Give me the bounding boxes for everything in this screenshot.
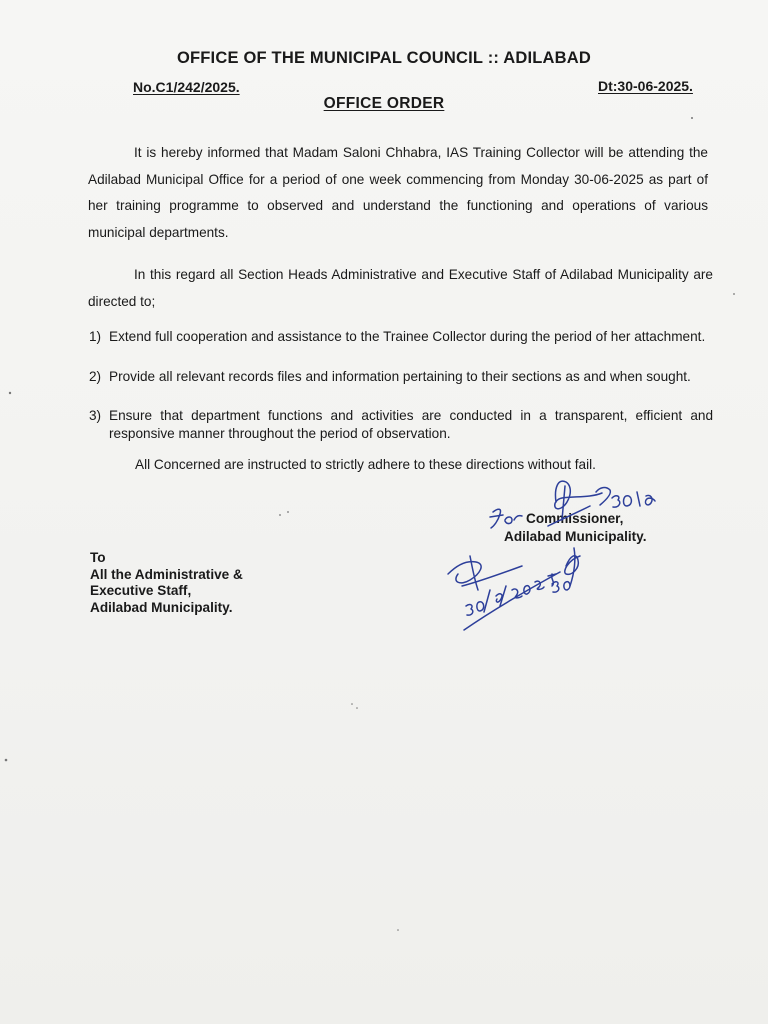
office-title: OFFICE OF THE MUNICIPAL COUNCIL :: ADILABAD <box>176 49 592 67</box>
directive-text: Ensure that department functions and activities are conducted in a transparent, efficient and responsive manner throughout the period of observation. <box>109 408 713 441</box>
addressee-line: Adilabad Municipality. <box>90 599 233 615</box>
directive-text: Extend full cooperation and assistance to the Trainee Collector during the period of her attachment. <box>109 329 706 344</box>
order-date: Dt:30-06-2025. <box>598 78 693 94</box>
addressee-to-label: To <box>90 550 106 565</box>
signatory-designation: Commissioner, <box>526 511 624 526</box>
signatory-office: Adilabad Municipality. <box>504 529 647 544</box>
paragraph-intro: It is hereby informed that Madam Saloni Chhabra, IAS Training Collector will be attending the Adilabad Municipal Office for a period of one week commencing from Monday 30-06-2025 as part of her training programme to observed and understand the functioning and operations of various municipal departments. <box>88 145 708 240</box>
directive-number: 3) <box>89 408 102 423</box>
order-title: OFFICE ORDER <box>323 95 445 112</box>
directive-number: 2) <box>89 369 102 384</box>
closing-instruction: All Concerned are instructed to strictly adhere to these directions without fail. <box>135 457 596 472</box>
addressee-line: Executive Staff, <box>90 583 192 598</box>
addressee-line: All the Administrative & <box>90 566 243 582</box>
directive-text: Provide all relevant records files and information pertaining to their sections as and when sought. <box>109 369 691 384</box>
paragraph-directive: In this regard all Section Heads Administrative and Executive Staff of Adilabad Municipality are directed to; <box>88 267 713 309</box>
reference-number: No.C1/242/2025. <box>133 79 240 95</box>
directive-number: 1) <box>89 329 102 344</box>
